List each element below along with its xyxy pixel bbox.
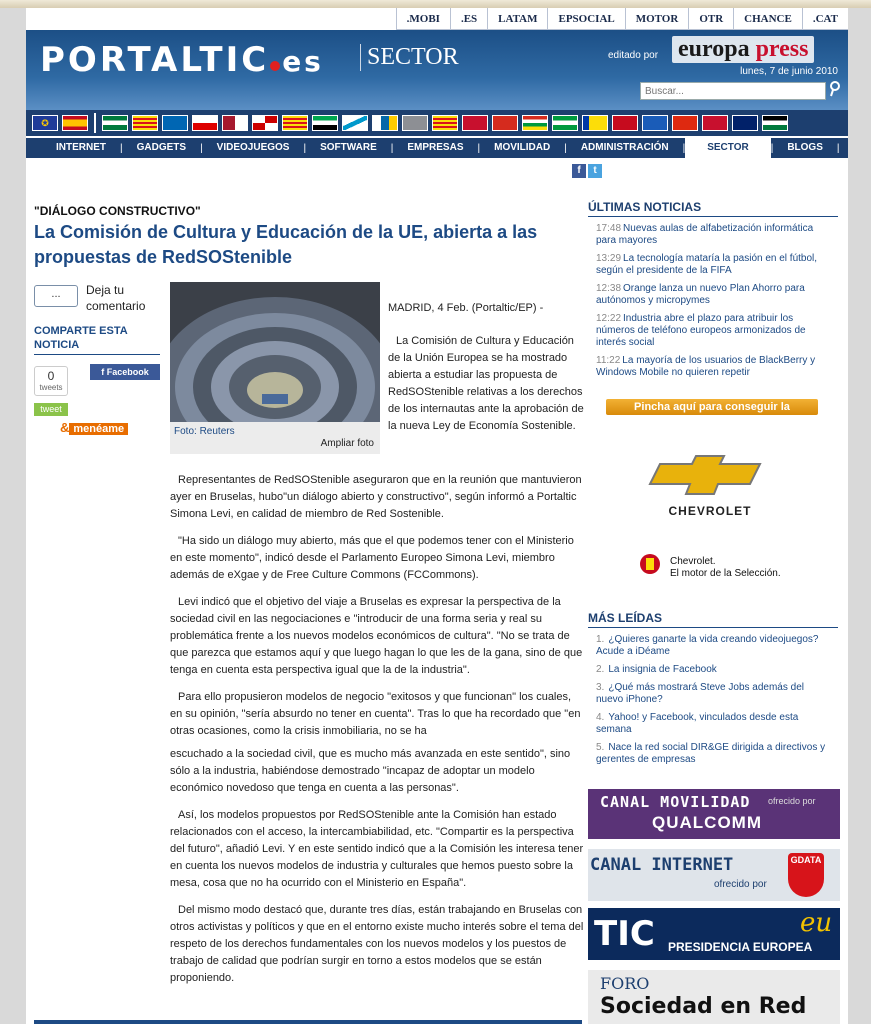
nav-separator: | xyxy=(477,142,481,154)
chevrolet-tagline xyxy=(670,556,781,580)
news-link[interactable]: La tecnología mataría la pasión en el fútbol, según el presidente de la FIFA xyxy=(596,253,818,276)
flag-separator xyxy=(94,113,96,133)
eu-mark-icon: eu xyxy=(800,908,833,938)
melilla-flag-icon[interactable] xyxy=(702,115,728,131)
most-read-number: 1. xyxy=(596,634,605,645)
valencia-flag-icon[interactable] xyxy=(582,115,608,131)
galicia-flag-icon[interactable] xyxy=(342,115,368,131)
news-time: 13:29 xyxy=(596,253,622,264)
news-item[interactable] xyxy=(596,313,832,349)
most-read-item[interactable] xyxy=(596,682,832,706)
facebook-icon[interactable]: f xyxy=(572,164,586,178)
chevrolet-tagline-2: El motor de la Selección. xyxy=(670,568,781,579)
network-sites-bar xyxy=(396,8,848,30)
china-flag-icon[interactable] xyxy=(672,115,698,131)
site-link-chance[interactable]: CHANCE xyxy=(733,8,802,30)
nav-empresas[interactable]: EMPRESAS xyxy=(407,142,464,153)
share-title: COMPARTE ESTA NOTICIA xyxy=(34,324,160,355)
pais-vasco-flag-icon[interactable] xyxy=(492,115,518,131)
banner-subtitle: PRESIDENCIA EUROPEA xyxy=(668,940,813,954)
nav-sector[interactable]: SECTOR xyxy=(685,138,771,158)
logo-dot xyxy=(270,61,280,71)
nav-separator: | xyxy=(770,142,774,154)
logo-text: PORTALTIC xyxy=(40,40,270,80)
tweet-count: 0 xyxy=(47,369,55,383)
page xyxy=(26,8,848,1024)
meneame-button[interactable] xyxy=(60,420,134,436)
banner-sponsor-label: ofrecido por xyxy=(768,796,816,806)
most-read-item[interactable] xyxy=(596,742,832,766)
nav-software[interactable]: SOFTWARE xyxy=(320,142,377,153)
navarra-flag-icon[interactable] xyxy=(642,115,668,131)
twitter-icon[interactable]: t xyxy=(588,164,602,178)
browser-top-strip xyxy=(0,0,871,8)
paragraph: Así, los modelos propuestos por RedSOStenible ante la Comisión han estado relacionados con el acceso, la intercambiabilidad, etc. "Compartir es la perspectiva del futuro", añadió Levi. Y en este sentido indicó que a la Comisión les interesa tener en cuenta los nuevos modelos de industria y culturales que hemos puesto sobre la mesa, cosa que no ha ocurrido con el Ministerio en España". xyxy=(170,809,584,889)
site-link-latam[interactable]: LATAM xyxy=(487,8,547,30)
most-read-number: 3. xyxy=(596,682,605,693)
lead-paragraph: La Comisión de Cultura y Educación de la Unión Europea se ha mostrado abierta a estudiar las propuesta de RedSOStenible relativas a los derechos de los internautas ante la aprobación de la nueva Ley de Economía Sostenible. xyxy=(388,335,584,432)
regional-flags-bar xyxy=(26,110,848,136)
chevrolet-ad[interactable] xyxy=(628,454,792,528)
site-link-epsocial[interactable]: EPSOCIAL xyxy=(547,8,624,30)
paragraph: "Ha sido un diálogo muy abierto, más que el que podemos tener con el Ministerio en este momento", indicó desde el Parlamento Europeo Simona Levi, miembro además de eXgae y de Free Culture Commons (FCCommons). xyxy=(170,535,574,581)
most-read-link[interactable]: ¿Quieres ganarte la vida creando videojuegos? Acude a iDéame xyxy=(596,634,819,657)
most-read-link[interactable]: La insignia de Facebook xyxy=(608,664,717,675)
leave-comment-link[interactable]: Deja tu comentario xyxy=(86,283,146,313)
nav-separator: | xyxy=(682,142,686,154)
facebook-share-label: Facebook xyxy=(106,367,149,377)
news-link[interactable]: Nuevas aulas de alfabetización informática para mayores xyxy=(596,223,814,246)
la-rioja-flag-icon[interactable] xyxy=(522,115,548,131)
search-input[interactable] xyxy=(640,82,826,100)
nav-separator: | xyxy=(390,142,394,154)
brand-europa: europa xyxy=(678,36,750,62)
ceuta-flag-icon[interactable] xyxy=(612,115,638,131)
tweet-counter xyxy=(34,366,68,396)
castilla-leon-flag-icon[interactable] xyxy=(252,115,278,131)
most-read-item[interactable] xyxy=(596,634,832,658)
nav-movilidad[interactable]: MOVILIDAD xyxy=(494,142,551,153)
article-kicker: "DIÁLOGO CONSTRUCTIVO" xyxy=(34,204,201,218)
tic-presidencia-banner[interactable] xyxy=(588,908,840,960)
nav-gadgets[interactable]: GADGETS xyxy=(136,142,187,153)
latest-news-title: ÚLTIMAS NOTICIAS xyxy=(588,200,838,217)
current-date: lunes, 7 de junio 2010 xyxy=(740,66,838,77)
canal-movilidad-banner[interactable] xyxy=(588,789,840,839)
portaltic-logo[interactable] xyxy=(40,40,324,80)
canarias-flag-icon[interactable] xyxy=(372,115,398,131)
promo-button[interactable]: Pincha aquí para conseguir la promoción xyxy=(606,399,818,415)
news-item[interactable] xyxy=(596,223,832,247)
tweet-unit: tweets xyxy=(39,383,63,392)
sahara-flag-icon[interactable] xyxy=(762,115,788,131)
europapress-logo[interactable] xyxy=(672,36,814,63)
news-link[interactable]: La mayoría de los usuarios de BlackBerry y Windows Mobile no quieren repetir xyxy=(596,355,816,378)
banner-title: CANAL MOVILIDAD xyxy=(600,793,751,811)
site-link-es[interactable]: .ES xyxy=(450,8,487,30)
asturias-flag-icon[interactable] xyxy=(162,115,188,131)
meneame-label: menéame xyxy=(69,423,128,435)
chevrolet-tagline-1: Chevrolet. xyxy=(670,556,716,567)
nav-internet[interactable]: INTERNET xyxy=(56,142,106,153)
search-icon[interactable] xyxy=(828,80,842,98)
most-read-link[interactable]: Yahoo! y Facebook, vinculados desde esta semana xyxy=(596,712,799,735)
news-item[interactable] xyxy=(596,253,832,277)
enlarge-photo-link[interactable]: Ampliar foto xyxy=(320,438,374,449)
murcia-flag-icon[interactable] xyxy=(552,115,578,131)
latest-news xyxy=(588,200,840,385)
rfef-crest-icon xyxy=(638,552,662,576)
paragraph: Representantes de RedSOStenible aseguraron que en la reunión que mantuvieron ayer en Bruselas, hubo"un diálogo abierto y constructivo", según informó a Portaltic Simona Levi, en calidad de miembro de Red Sostenible. xyxy=(170,474,582,520)
article-bottom-rule xyxy=(34,1020,582,1024)
news-time: 12:38 xyxy=(596,283,622,294)
site-header xyxy=(26,30,848,110)
paragraph: escuchado a la sociedad civil, que es mucho más avanzada en este sentido", sino sólo a la industria, habiéndose demostrado "incapaz de adoptar un modelo económico novedoso que tenga en cuenta a las personas". xyxy=(170,748,571,794)
news-time: 12:22 xyxy=(596,313,622,324)
banner-title: TIC xyxy=(594,914,655,954)
site-link-mobi[interactable]: .MOBI xyxy=(396,8,450,30)
main-nav xyxy=(26,138,848,158)
madrid-flag-icon[interactable] xyxy=(402,115,428,131)
banner-subtitle: Sociedad en Red xyxy=(600,994,807,1019)
news-item[interactable] xyxy=(596,355,832,379)
banner-title: CANAL INTERNET xyxy=(590,855,734,875)
article-title: La Comisión de Cultura y Educación de la UE, abierta a las propuestas de RedSOStenible xyxy=(34,222,538,267)
social-follow xyxy=(572,164,602,178)
dateline: MADRID, 4 Feb. (Portaltic/EP) - xyxy=(388,302,544,314)
gdata-logo: GDATA xyxy=(790,855,822,865)
site-link-otr[interactable]: OTR xyxy=(688,8,733,30)
uk-flag-icon[interactable] xyxy=(732,115,758,131)
most-read xyxy=(588,611,840,772)
paragraph: Para ello propusieron modelos de negocio "exitosos y que funcionan" los cuales, en su opinión, "sería absurdo no tener en cuenta". Tras lo que ha recordado que "en otras ocasiones, como la crisis inmobiliaria, no se ha xyxy=(170,691,581,737)
most-read-number: 4. xyxy=(596,712,605,723)
banner-sponsor-label: ofrecido por xyxy=(714,879,767,890)
aragon-flag-icon[interactable] xyxy=(132,115,158,131)
most-read-link[interactable]: Nace la red social DIR&GE dirigida a directivos y gerentes de empresas xyxy=(596,742,826,765)
news-time: 11:22 xyxy=(596,355,621,366)
madrid-region-flag-icon[interactable] xyxy=(462,115,488,131)
tweet-button[interactable]: tweet xyxy=(34,403,68,416)
nav-administracion[interactable]: ADMINISTRACIÓN xyxy=(580,142,669,153)
section-title: SECTOR xyxy=(360,44,459,71)
paragraph: Del mismo modo destacó que, durante tres días, están trabajando en Bruselas con otros activistas y políticos y que en el entorno existe mucho interés sobre el tema del respeto de los derechos fundamentales con los nuevos modelos y los puestos de trabajo de calidad que podrían surgir en torno a estos modelos que se están proponiendo. xyxy=(170,904,584,984)
nav-blogs[interactable]: BLOGS xyxy=(787,142,823,153)
nav-separator: | xyxy=(303,142,307,154)
nav-separator: | xyxy=(200,142,203,154)
nav-separator: | xyxy=(564,142,567,154)
qualcomm-logo: QUALCOMM xyxy=(652,813,762,832)
news-link[interactable]: Industria abre el plazo para atribuir los números de teléfono europeos armonizados de interés social xyxy=(596,313,806,348)
nav-separator: | xyxy=(836,142,840,154)
canal-internet-banner[interactable] xyxy=(588,849,840,901)
cataluna-flag-icon[interactable] xyxy=(282,115,308,131)
castilla-la-mancha-flag-icon[interactable] xyxy=(222,115,248,131)
comment-bubble-icon[interactable]: ... xyxy=(34,285,78,307)
baleares-flag-icon[interactable] xyxy=(432,115,458,131)
site-link-cat[interactable]: .CAT xyxy=(802,8,848,30)
eu-flag-icon[interactable]: ✪ xyxy=(32,115,58,131)
paragraph: Levi indicó que el objetivo del viaje a Bruselas es expresar la perspectiva de la sociedad civil en las negociaciones e "introducir de una forma seria y real su problemática frente a los nuevos modelos económicos de cultura". "No se trata de que parezca que estamos aquí y que luego hagan lo que les de la gana, sino de que tenga en cuenta esta perspectiva igual que la de la industria". xyxy=(170,596,583,676)
most-read-item[interactable] xyxy=(596,664,832,676)
photo-source: Foto: Reuters xyxy=(174,426,235,437)
article-lead xyxy=(388,300,584,451)
news-link[interactable]: Orange lanza un nuevo Plan Ahorro para autónomos y micropymes xyxy=(596,283,805,306)
site-link-motor[interactable]: MOTOR xyxy=(625,8,689,30)
foro-sociedad-banner[interactable] xyxy=(588,970,840,1024)
banner-title: FORO xyxy=(600,974,650,993)
photo-caption xyxy=(170,422,380,454)
article-photo[interactable] xyxy=(170,282,380,422)
most-read-item[interactable] xyxy=(596,712,832,736)
parliament-photo-illustration xyxy=(170,282,380,422)
extremadura-flag-icon[interactable] xyxy=(312,115,338,131)
spain-flag-icon[interactable] xyxy=(62,115,88,131)
nav-videojuegos[interactable]: VIDEOJUEGOS xyxy=(216,142,290,153)
nav-separator: | xyxy=(120,142,123,154)
most-read-title: MÁS LEÍDAS xyxy=(588,611,838,628)
chevrolet-wordmark: CHEVROLET xyxy=(668,504,752,518)
news-time: 17:48 xyxy=(596,223,622,234)
most-read-number: 5. xyxy=(596,742,605,753)
news-item[interactable] xyxy=(596,283,832,307)
brand-press: press xyxy=(755,36,809,62)
andalucia-flag-icon[interactable] xyxy=(102,115,128,131)
meneame-icon: & xyxy=(60,420,70,435)
most-read-number: 2. xyxy=(596,664,605,675)
edited-by-label: editado por xyxy=(608,50,659,61)
facebook-f-icon: f xyxy=(101,367,105,377)
facebook-share-button[interactable] xyxy=(90,364,160,380)
logo-suffix: es xyxy=(282,45,324,78)
cantabria-flag-icon[interactable] xyxy=(192,115,218,131)
most-read-link[interactable]: ¿Qué más mostrará Steve Jobs además del nuevo iPhone? xyxy=(596,682,804,705)
gdata-shield-icon xyxy=(788,853,824,897)
article-body xyxy=(170,472,584,997)
